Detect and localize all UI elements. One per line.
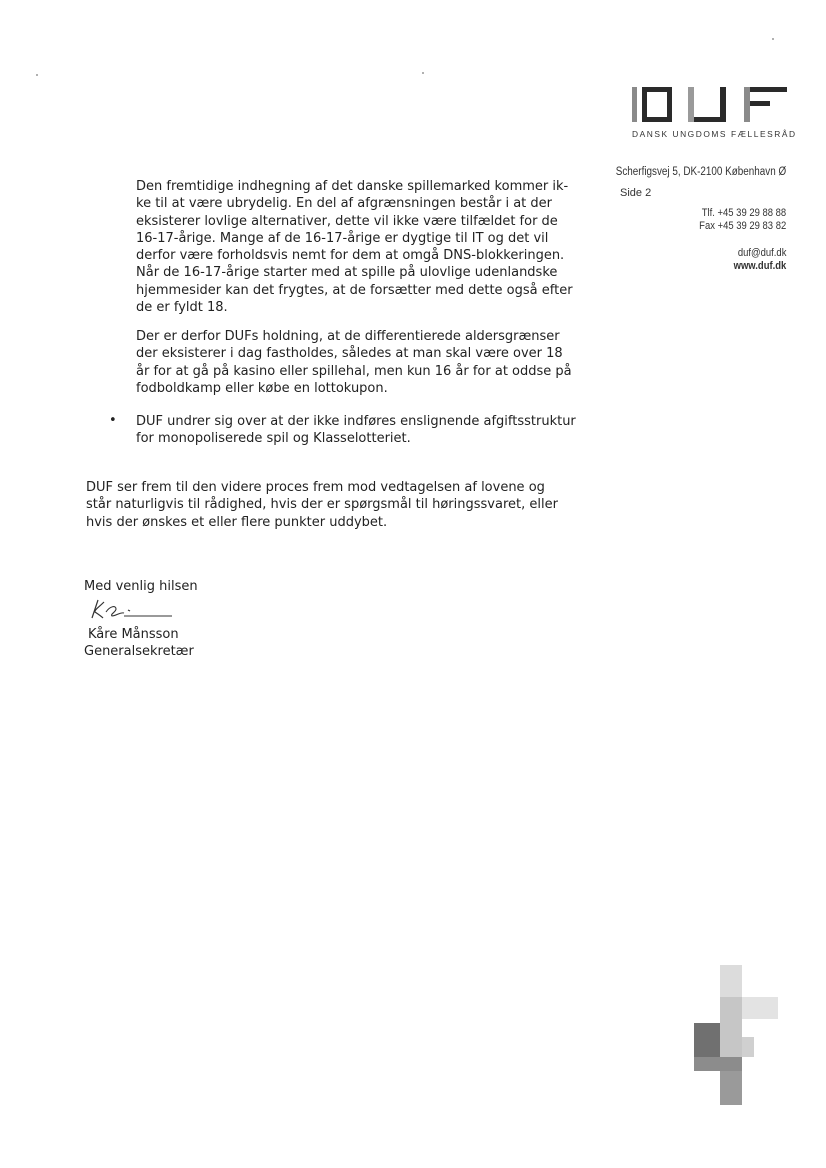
- page-number: Side 2: [620, 187, 652, 199]
- paragraph-tax-structure: [136, 413, 576, 448]
- text-line: fodboldkamp eller købe en lottokupon.: [136, 380, 388, 396]
- text-line: hjemmesider kan det frygtes, at de forsætter med dette også efter: [136, 282, 573, 298]
- bullet-marker: •: [109, 413, 117, 428]
- duf-logo: [632, 86, 788, 126]
- text-line: for monopoliserede spil og Klasselotteriet.: [136, 431, 411, 447]
- text-line: 16-17-årige. Mange af de 16-17-årige er dygtige til IT og det vil: [136, 230, 549, 246]
- fax: Fax +45 39 29 83 82: [698, 220, 786, 232]
- text-line: DUF ser frem til den videre proces frem mod vedtagelsen af lovene og: [86, 480, 545, 495]
- scan-speck: [772, 38, 774, 40]
- text-line: eksisterer lovlige alternativer, dette vil ikke være tilfældet for de: [136, 213, 558, 229]
- text-line: hvis der ønskes et eller flere punkter uddybet.: [86, 514, 388, 530]
- text-line: de er fyldt 18.: [136, 300, 228, 316]
- duf-logo-mark: [632, 86, 788, 126]
- handwritten-signature: [86, 596, 176, 630]
- email: duf@duf.dk: [737, 247, 786, 259]
- text-line: DUF undrer sig over at der ikke indføres enslignende afgiftsstruktur: [136, 414, 576, 429]
- logo-tagline: DANSK UNGDOMS FÆLLESRÅD: [632, 129, 797, 139]
- address: Scherfigsvej 5, DK-2100 København Ø: [615, 166, 786, 178]
- signer-title: Generalsekretær: [84, 644, 194, 659]
- text-line: Der er derfor DUFs holdning, at de differentierede aldersgrænser: [136, 329, 560, 344]
- text-line: Når de 16-17-årige starter med at spille på ulovlige udenlandske: [136, 265, 558, 281]
- text-line: der eksisterer i dag fastholdes, således at man skal være over 18: [136, 346, 563, 362]
- paragraph-market-enclosure: [136, 178, 573, 316]
- text-line: Den fremtidige indhegning af det danske spillemarked kommer ik-: [136, 179, 569, 194]
- scan-speck: [422, 72, 424, 74]
- scan-speck: [36, 74, 38, 76]
- telephone: Tlf. +45 39 29 88 88: [701, 207, 786, 219]
- closing-greeting: Med venlig hilsen: [84, 579, 198, 594]
- text-line: ke til at være ubrydelig. En del af afgrænsningen består i at der: [136, 196, 552, 212]
- paragraph-age-limits: [136, 328, 572, 397]
- corner-decoration: [694, 965, 784, 1109]
- text-line: står naturligvis til rådighed, hvis der er spørgsmål til høringssvaret, eller: [86, 497, 558, 513]
- text-line: år for at gå på kasino eller spillehal, men kun 16 år for at oddse på: [136, 363, 572, 379]
- website: www.duf.dk: [733, 260, 786, 272]
- text-line: derfor være forholdsvis nemt for dem at omgå DNS-blokkeringen.: [136, 248, 565, 264]
- paragraph-conclusion: [86, 479, 558, 531]
- signer-name: Kåre Månsson: [88, 627, 179, 642]
